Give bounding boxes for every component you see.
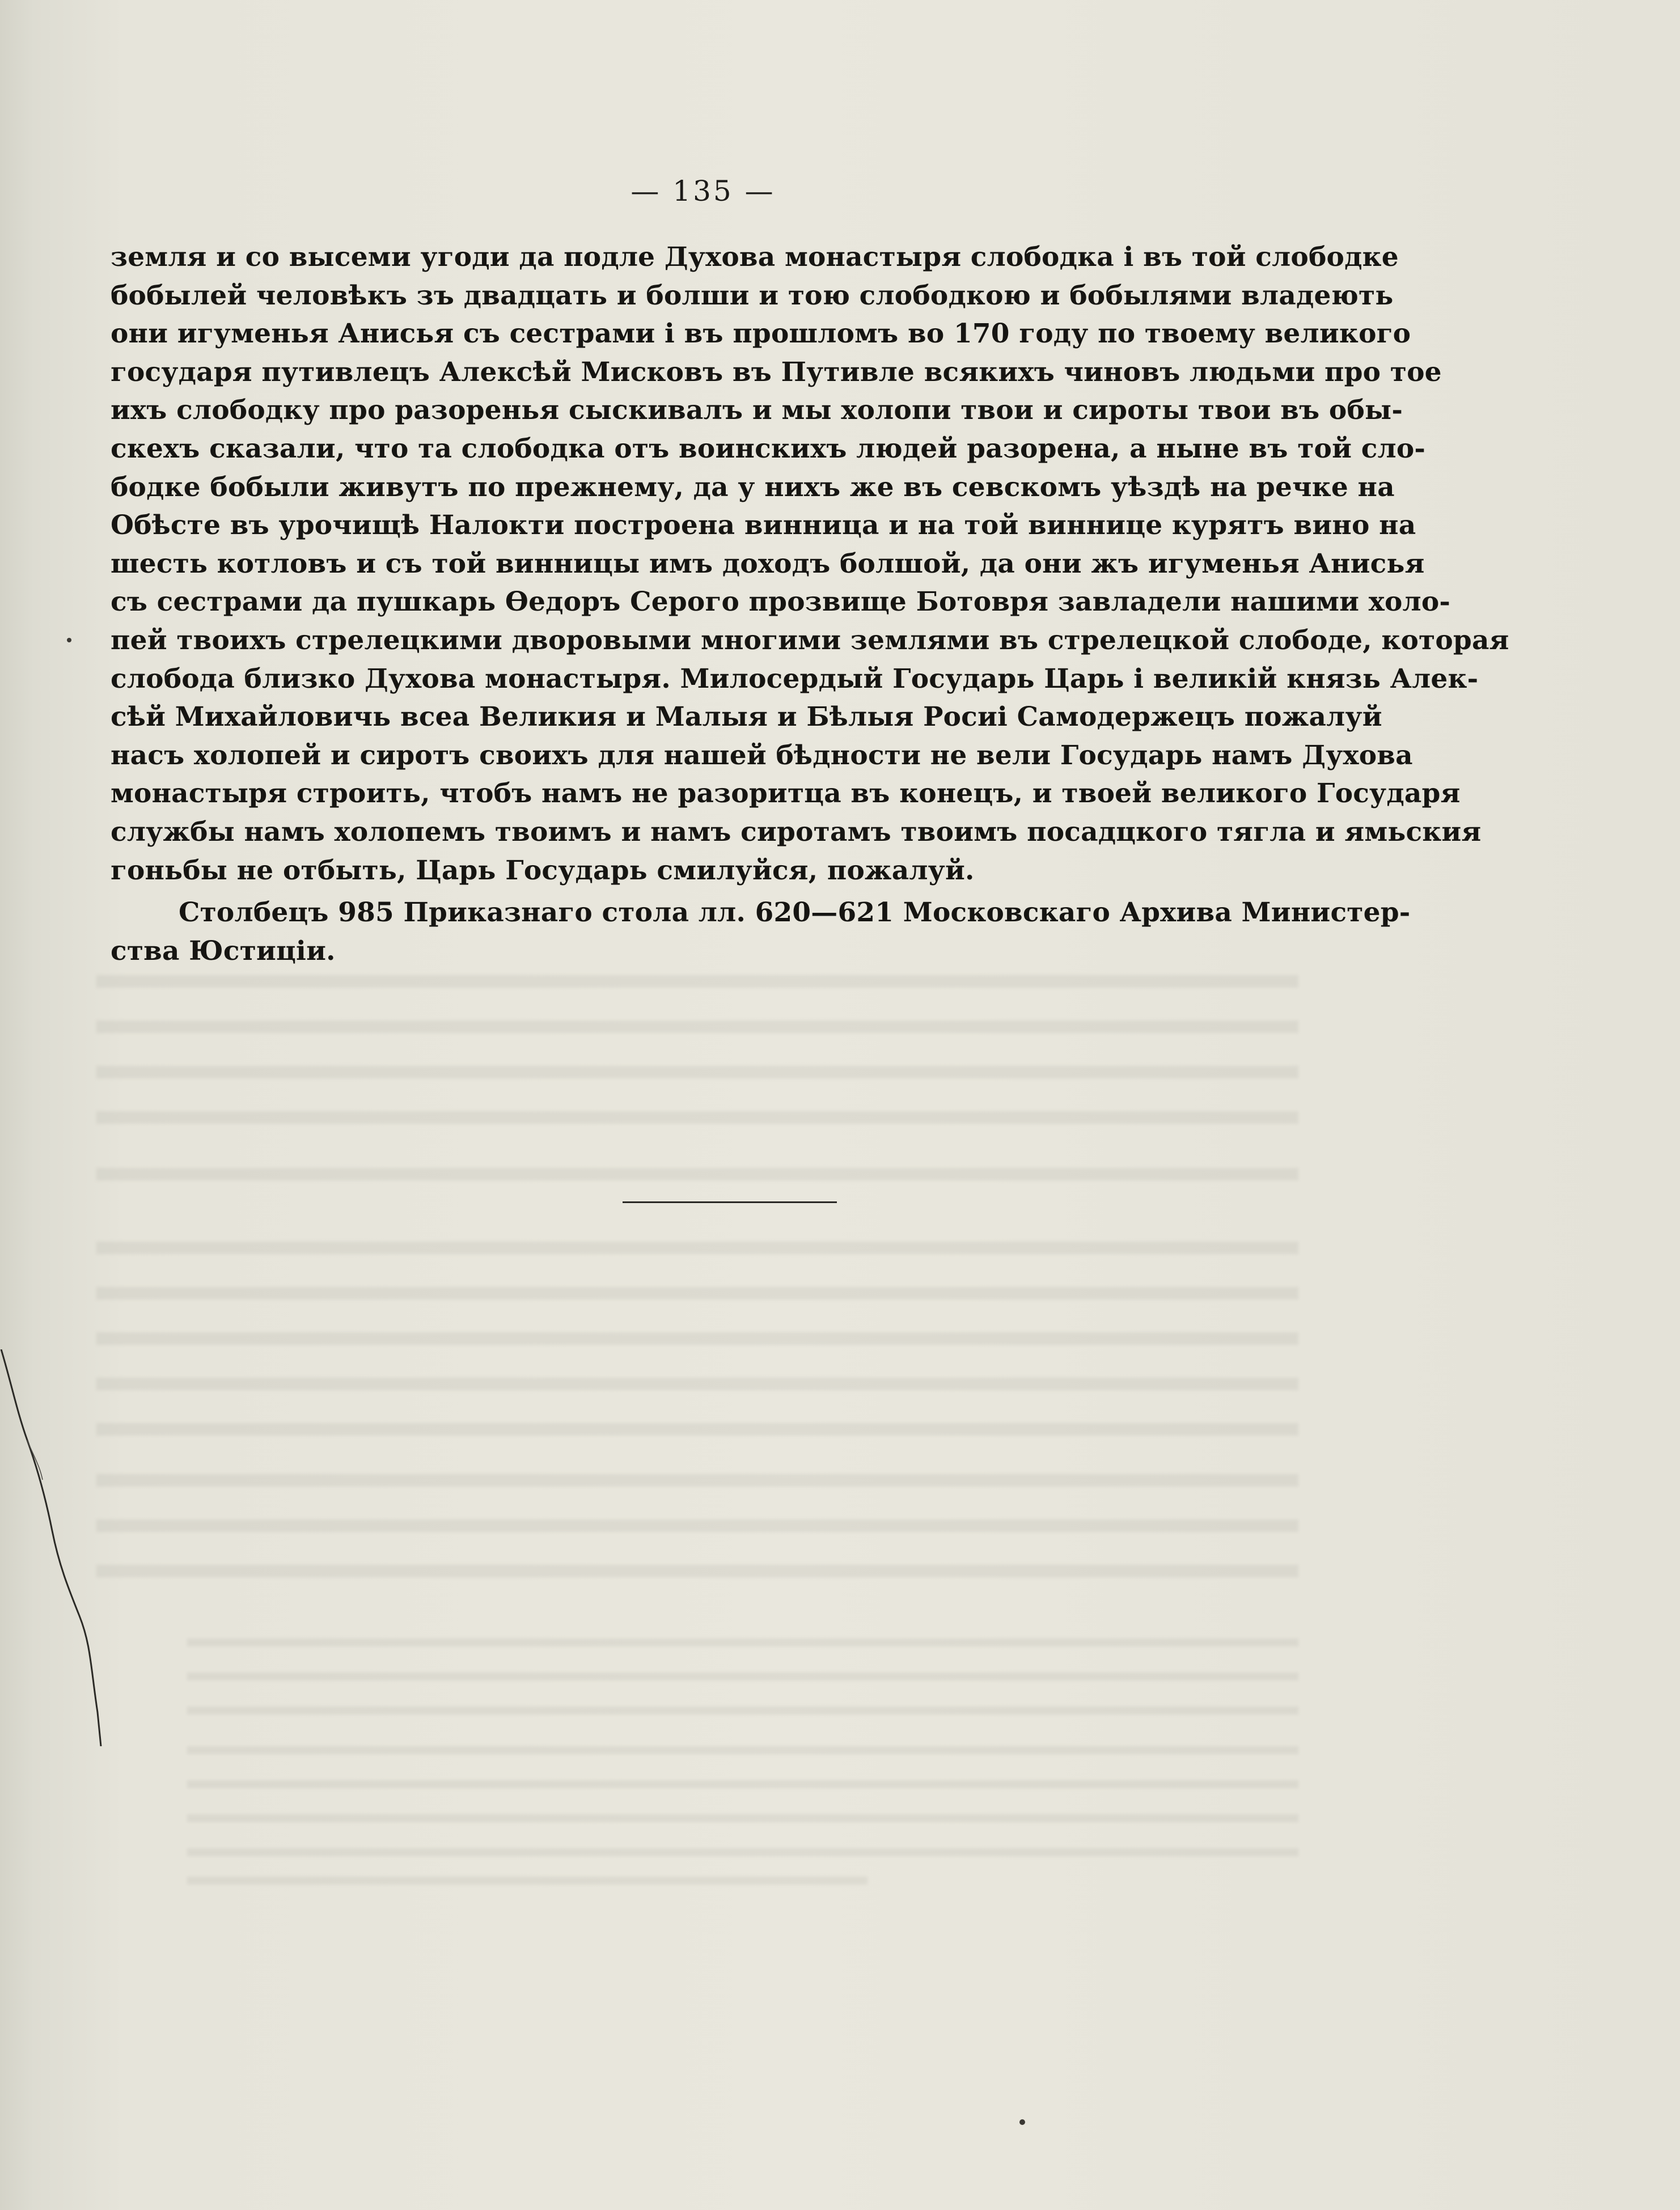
text-line: ихъ слободку про разоренья сыскивалъ и мы холопи твои и сироты твои въ обы-	[111, 395, 1403, 426]
text-line: скехъ сказали, что та слободка отъ воинскихъ людей разорена, а ныне въ той сло-	[111, 433, 1426, 464]
text-line: пей твоихъ стрелецкими дворовыми многими землями въ стрелецкой слободе, которая	[111, 624, 1509, 656]
text-line: Обѣсте въ урочищѣ Налокти построена винница и на той виннице курятъ вино на	[111, 510, 1416, 541]
bleed-through-mark	[96, 1378, 1298, 1390]
bleed-through-mark	[96, 1332, 1298, 1345]
text-line: государя путивлецъ Алексѣй Мисковъ въ Путивле всякихъ чиновъ людьми про тое	[111, 356, 1442, 388]
text-line: гоньбы не отбыть, Царь Государь смилуйся, пожалуй.	[111, 854, 975, 886]
section-divider	[623, 1201, 837, 1203]
archive-citation	[111, 894, 1411, 970]
ink-speck	[1019, 2119, 1025, 2125]
main-text-block	[111, 238, 1509, 890]
bleed-through-mark	[96, 1519, 1298, 1532]
bleed-through-mark	[187, 1877, 867, 1885]
text-line: съ сестрами да пушкарь Өедоръ Серого прозвище Ботовря завладели нашими холо-	[111, 586, 1451, 618]
text-line: насъ холопей и сиротъ своихъ для нашей бѣдности не вели Государь намъ Духова	[111, 739, 1413, 771]
text-line: бобылей человѣкъ зъ двадцать и болши и тою слободкою и бобылями владеють	[111, 280, 1394, 311]
bleed-through-mark	[96, 1287, 1298, 1299]
text-line: они игуменья Анисья съ сестрами і въ прошломъ во 170 году по твоему великого	[111, 318, 1411, 350]
bleed-through-mark	[96, 1474, 1298, 1487]
bleed-through-mark	[96, 975, 1298, 988]
text-line: сѣй Михайловичь всеа Великия и Малыя и Бѣлыя Росиі Самодержецъ пожалуй	[111, 701, 1382, 733]
ink-speck	[67, 638, 71, 642]
bleed-through-mark	[96, 1168, 1298, 1180]
citation-line: ства Юстиціи.	[111, 935, 336, 967]
bleed-through-mark	[187, 1746, 1298, 1754]
bleed-through-mark	[96, 1423, 1298, 1436]
text-line: земля и со высеми угоди да подле Духова монастыря слободка і въ той слободке	[111, 242, 1399, 273]
text-line: службы намъ холопемъ твоимъ и намъ сиротамъ твоимъ посадцкого тягла и ямьския	[111, 816, 1482, 848]
bleed-through-mark	[187, 1707, 1298, 1714]
paper-crack-mark	[0, 1349, 147, 1746]
text-line: слобода близко Духова монастыря. Милосердый Государь Царь і великiй князь Алек-	[111, 663, 1479, 695]
page-number: — 135 —	[630, 175, 776, 208]
bleed-through-mark	[96, 1565, 1298, 1577]
text-line: монастыря строить, чтобъ намъ не разоритца въ конецъ, и твоей великого Государя	[111, 778, 1461, 810]
bleed-through-mark	[187, 1780, 1298, 1788]
bleed-through-mark	[96, 1021, 1298, 1033]
bleed-through-mark	[96, 1242, 1298, 1254]
citation-line: Столбецъ 985 Приказнаго стола лл. 620—621 Московскаго Архива Министер-	[179, 897, 1411, 928]
text-line: бодке бобыли живутъ по прежнему, да у нихъ же въ севскомъ уѣздѣ на речке на	[111, 471, 1395, 503]
bleed-through-mark	[187, 1639, 1298, 1646]
bleed-through-mark	[96, 1111, 1298, 1124]
bleed-through-mark	[187, 1814, 1298, 1822]
bleed-through-mark	[96, 1066, 1298, 1078]
bleed-through-mark	[187, 1673, 1298, 1680]
text-line: шесть котловъ и съ той винницы имъ доходъ болшой, да они жъ игуменья Анисья	[111, 548, 1425, 579]
bleed-through-mark	[187, 1848, 1298, 1856]
